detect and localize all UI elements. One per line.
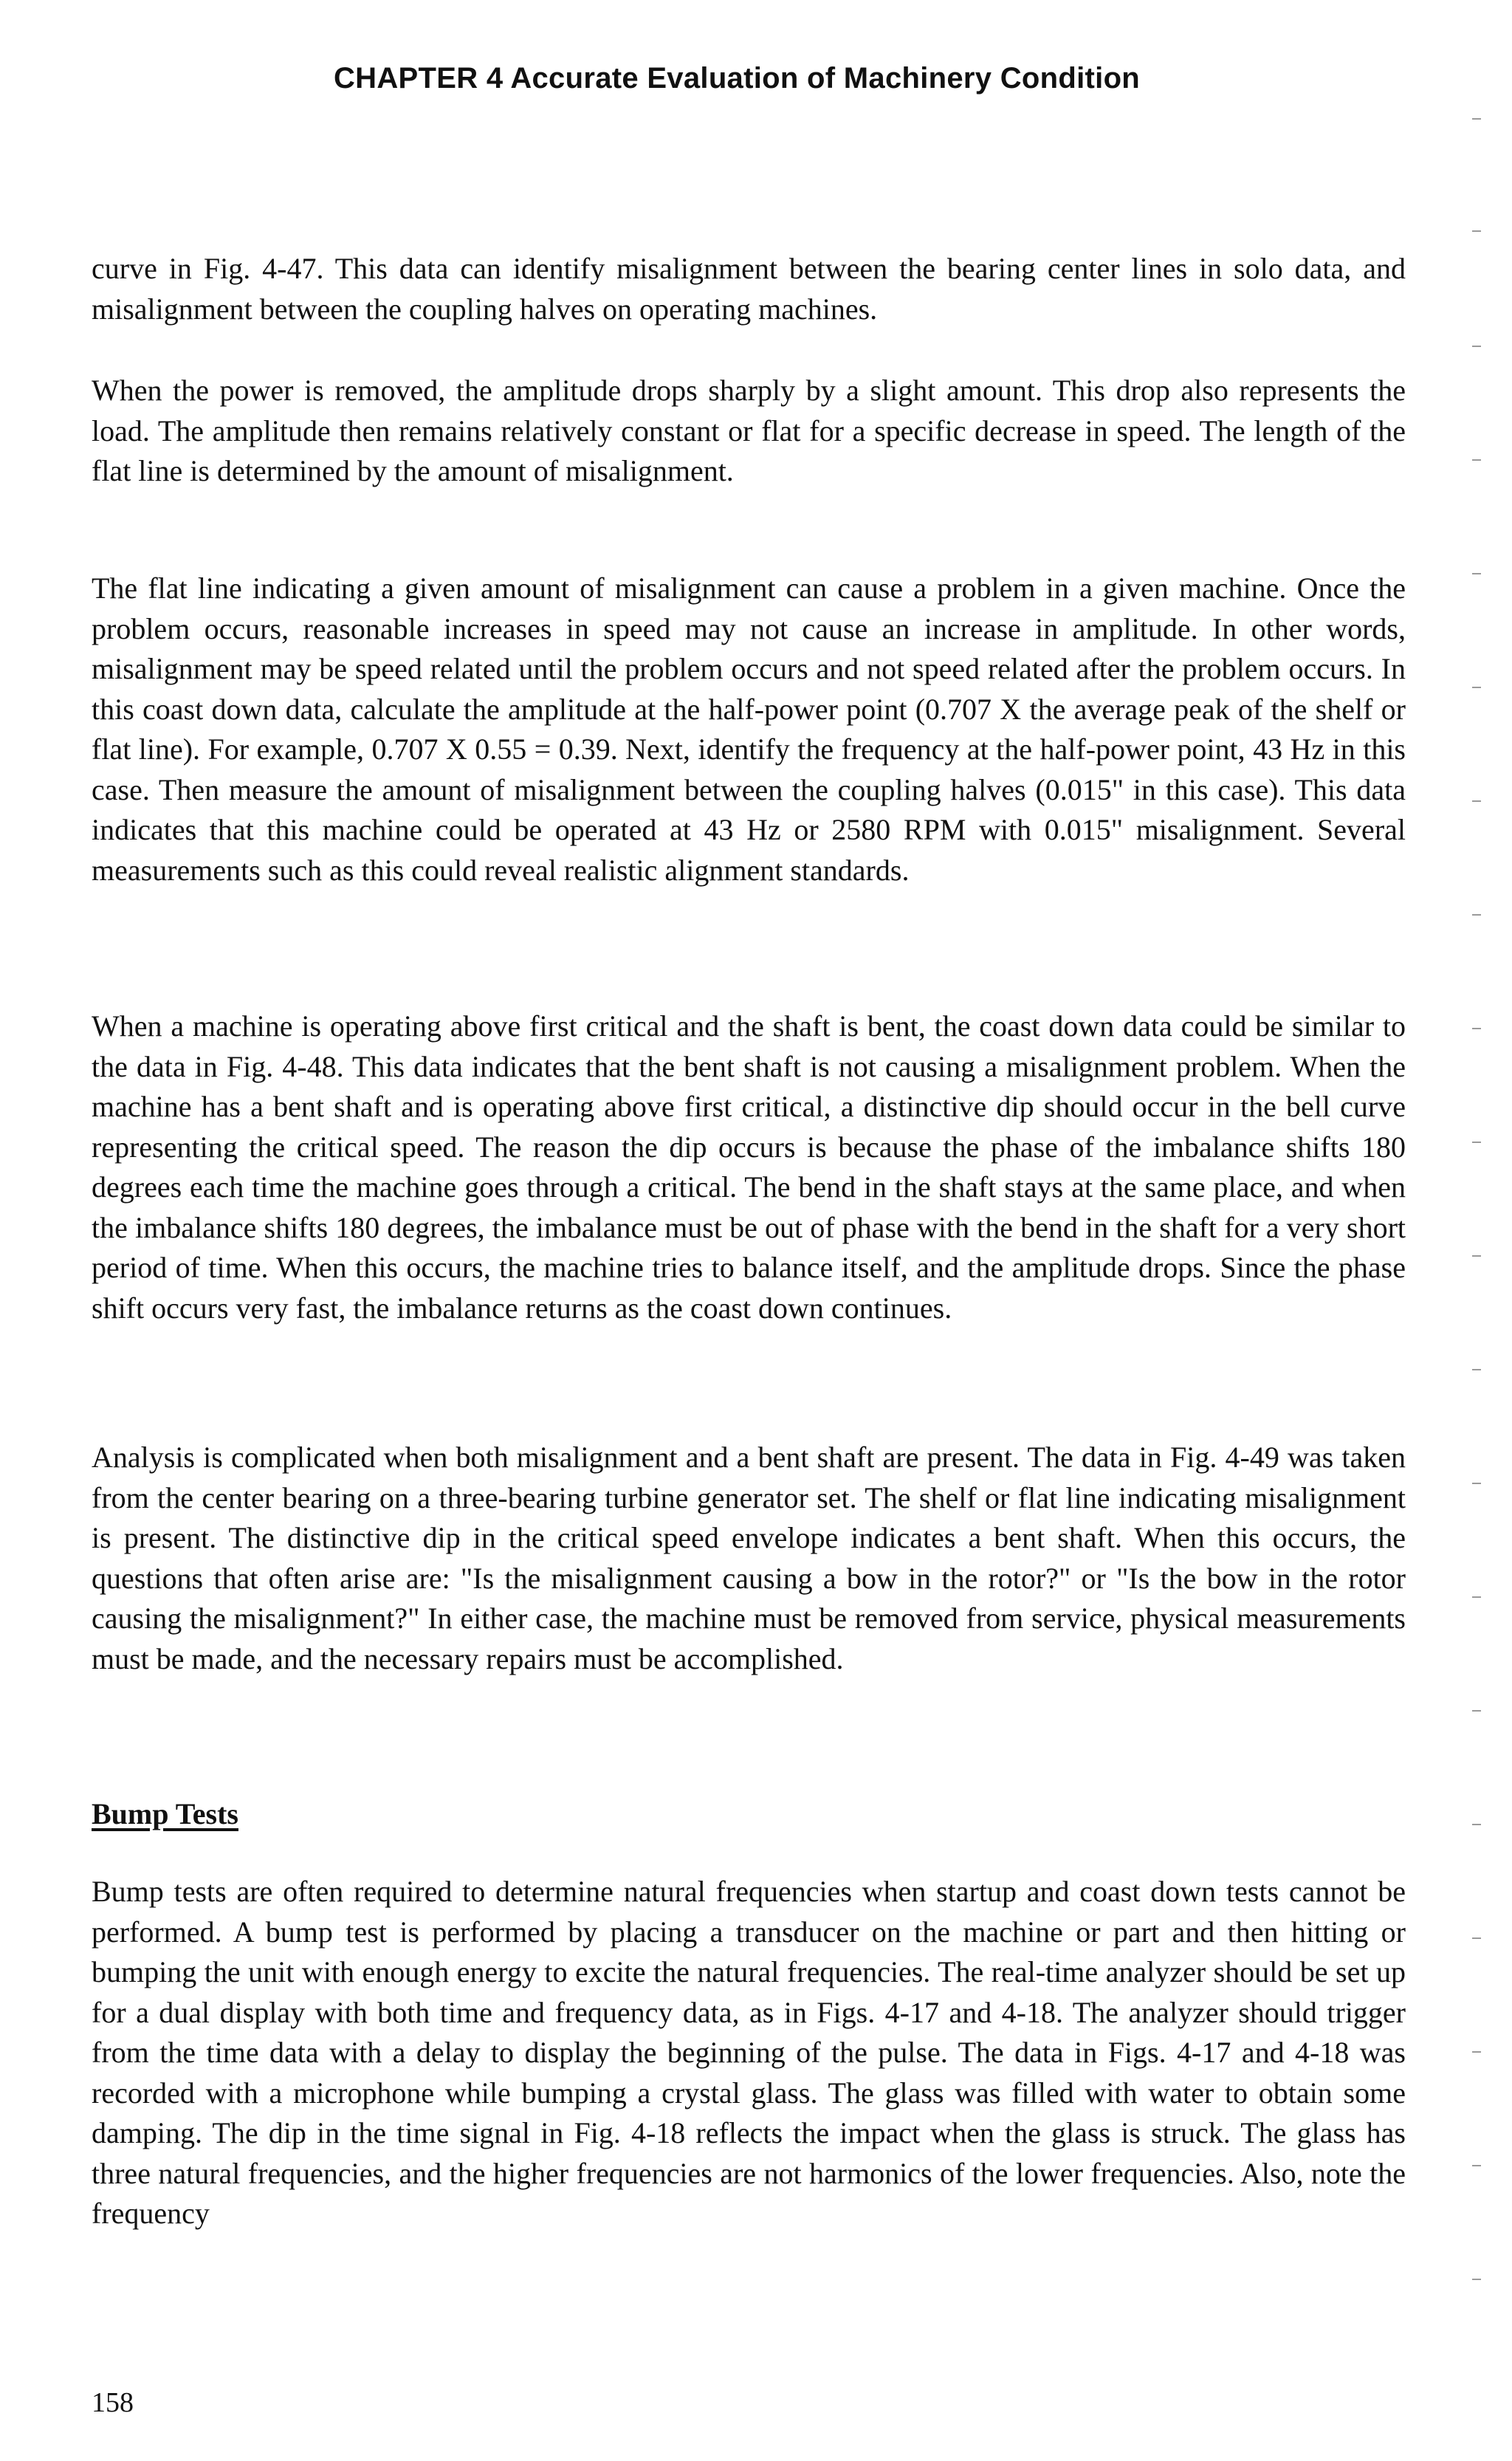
margin-mark [1472, 1028, 1481, 1029]
margin-mark [1472, 2165, 1481, 2166]
paragraph: Analysis is complicated when both misalignment and a bent shaft are present. The data in Fig. 4-49 was taken from the center bearing on a three-bearing turbine generator set. The shelf or flat line indicating misalignment is present. The distinctive dip in the critical speed envelope indicates a bent shaft. When this occurs, the questions that often arise are: "Is the misalignment causing a bow in the rotor?" or "Is the bow in the rotor causing the misalignment?" In either case, the machine must be removed from service, physical measurements must be made, and the necessary repairs must be accomplished. [92, 1441, 1406, 1675]
margin-mark [1472, 2279, 1481, 2280]
margin-mark [1472, 1710, 1481, 1712]
margin-mark [1472, 1824, 1481, 1825]
margin-mark [1472, 573, 1481, 574]
paragraph: The flat line indicating a given amount of misalignment can cause a problem in a given machine. Once the problem occurs, reasonable increases in speed may not cause an increase in amplitude. In other words, misalignment may be speed related until the problem occurs and not speed related after the problem occurs. In this coast down data, calculate the amplitude at the half-power point (0.707 X the average peak of the shelf or flat line). For example, 0.707 X 0.55 = 0.39. Next, identify the frequency at the half-power point, 43 Hz in this case. Then measure the amount of misalignment between the coupling halves (0.015" in this case). This data indicates that this machine could be operated at 43 Hz or 2580 RPM with 0.015" misalignment. Several measurements such as this could reveal realistic alignment standards. [92, 572, 1406, 887]
paragraph: Bump tests are often required to determine natural frequencies when startup and coast down tests cannot be performed. A bump test is performed by placing a transducer on the machine or part and then hitting or bumping the unit with enough energy to excite the natural frequencies. The real-time analyzer should be set up for a dual display with both time and frequency data, as in Figs. 4-17 and 4-18. The analyzer should trigger from the time data with a delay to display the beginning of the pulse. The data in Figs. 4-17 and 4-18 was recorded with a microphone while bumping a crystal glass. The glass was filled with water to obtain some damping. The dip in the time signal in Fig. 4-18 reflects the impact when the glass is struck. The glass has three natural frequencies, and the higher frequencies are not harmonics of the lower frequencies. Also, note the frequency [92, 1875, 1406, 2230]
section-heading: Bump Tests [92, 1797, 238, 1830]
margin-mark [1472, 800, 1481, 802]
page-number: 158 [92, 2387, 134, 2418]
margin-mark [1472, 118, 1481, 120]
margin-mark [1472, 1142, 1481, 1143]
margin-mark [1472, 2051, 1481, 2053]
margin-mark [1472, 1937, 1481, 1939]
margin-mark [1472, 459, 1481, 461]
paragraph: curve in Fig. 4-47. This data can identify misalignment between the bearing center lines in solo data, and misalignment between the coupling halves on operating machines. [92, 252, 1406, 326]
margin-mark [1472, 1369, 1481, 1370]
paragraph: When the power is removed, the amplitude drops sharply by a slight amount. This drop also represents the load. The amplitude then remains relatively constant or flat for a specific decrease in speed. The length of the flat line is determined by the amount of misalignment. [92, 374, 1406, 487]
margin-mark [1472, 687, 1481, 688]
margin-mark [1472, 1483, 1481, 1484]
paragraph: When a machine is operating above first critical and the shaft is bent, the coast down data could be similar to the data in Fig. 4-48. This data indicates that the bent shaft is not causing a misalignment problem. When the machine has a bent shaft and is operating above first critical, a distinctive dip should occur in the bell curve representing the critical speed. The reason the dip occurs is because the phase of the imbalance shifts 180 degrees each time the machine goes through a critical. The bend in the shaft stays at the same place, and when the imbalance shifts 180 degrees, the imbalance must be out of phase with the bend in the shaft for a very short period of time. When this occurs, the machine tries to balance itself, and the amplitude drops. Since the phase shift occurs very fast, the imbalance returns as the coast down continues. [92, 1009, 1406, 1325]
running-head: CHAPTER 4 Accurate Evaluation of Machinery Condition [334, 62, 1141, 95]
margin-mark [1472, 1596, 1481, 1598]
margin-mark [1472, 1255, 1481, 1257]
margin-mark [1472, 346, 1481, 347]
margin-mark [1472, 914, 1481, 916]
margin-mark [1472, 230, 1481, 232]
